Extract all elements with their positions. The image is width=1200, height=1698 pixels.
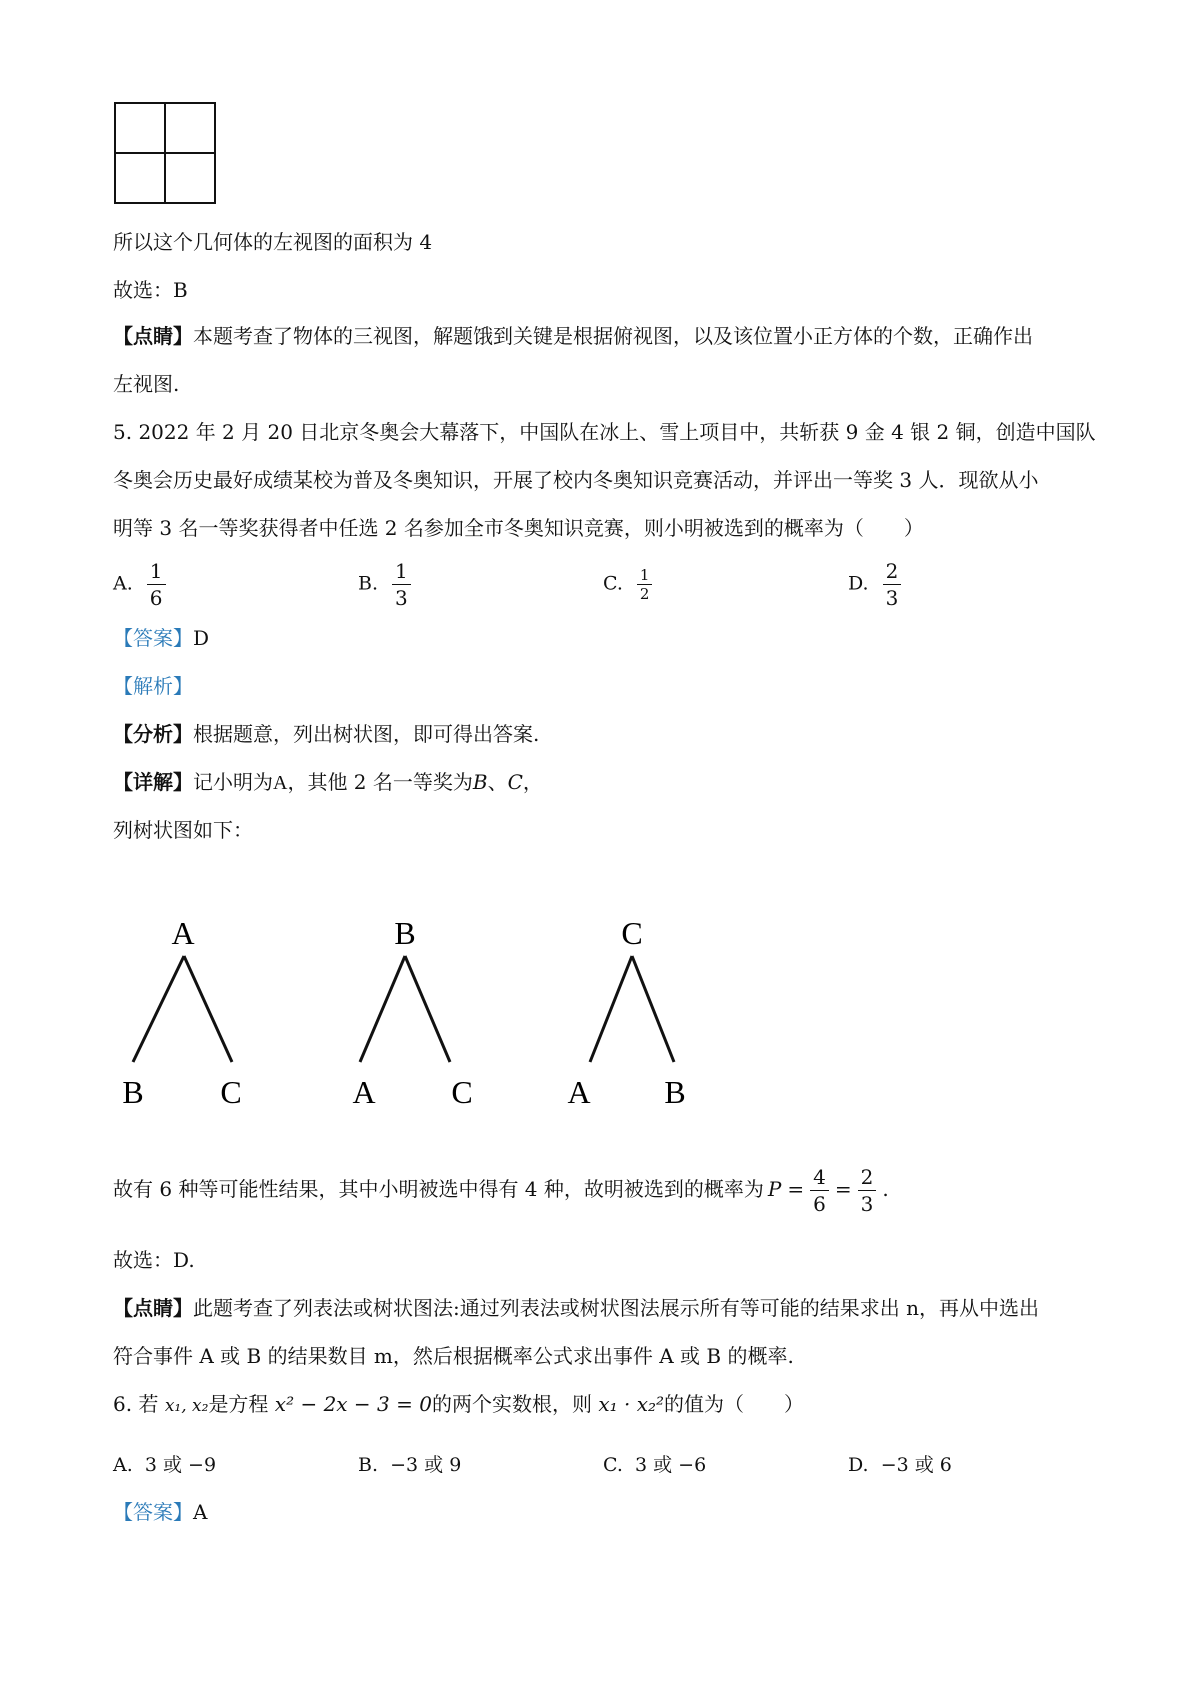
q6-answer <box>113 1498 207 1526</box>
q6-expr: x₁ · x₂² <box>598 1392 665 1416</box>
result-eq2: = <box>834 1177 852 1201</box>
tree-leaf-left: B <box>122 1074 144 1110</box>
fenxi-text: 根据题意，列出树状图，即可得出答案. <box>193 722 540 746</box>
tree-b <box>352 915 472 1110</box>
xiangjie-text-b: ，其他 2 名一等奖为 <box>287 770 473 794</box>
option-label: B. <box>358 572 379 595</box>
tree-root: A <box>171 915 195 951</box>
q5-result <box>113 1157 889 1221</box>
tree-branch-right <box>405 956 450 1062</box>
frac-den: 3 <box>860 1192 874 1216</box>
grid-caption: 所以这个几何体的左视图的面积为 4 <box>113 230 433 254</box>
q6-suffix: 的值为（ ） <box>664 1392 805 1416</box>
xiangjie-tag: 【详解】 <box>113 770 193 794</box>
q6-vars: x₁, x₂ <box>164 1396 209 1416</box>
q5-line1: 5. 2022 年 2 月 20 日北京冬奥会大幕落下，中国队在冰上、雪上项目中，共斩获 9 金 4 银 2 铜，创造中国队 <box>113 420 1096 444</box>
tree-root: C <box>621 915 643 951</box>
option-text: −3 或 6 <box>880 1454 952 1476</box>
answer-value: A <box>193 1500 208 1524</box>
result-text: 故有 6 种等可能性结果，其中小明被选中得有 4 种，故明被选到的概率为 <box>113 1177 764 1201</box>
xiangjie-sep: 、 <box>487 770 508 794</box>
frac-num: 2 <box>883 558 902 585</box>
tree-root: B <box>394 915 416 951</box>
result-end: . <box>882 1177 889 1201</box>
frac-den: 3 <box>885 586 899 610</box>
var-b: B <box>472 770 488 794</box>
q5-dianjing-line2: 符合事件 A 或 B 的结果数目 m，然后根据概率公式求出事件 A 或 B 的概率. <box>113 1344 794 1368</box>
xiangjie-text-a: 记小明为 <box>193 770 273 794</box>
tree-leaf-right: C <box>451 1074 473 1110</box>
q5-line3: 明等 3 名一等奖获得者中任选 2 名参加全市冬奥知识竞赛，则小明被选到的概率为（ ） <box>113 516 924 540</box>
var-a: A <box>273 772 288 794</box>
frac-num: 1 <box>637 566 653 585</box>
dianjing-tag: 【点睛】 <box>113 1296 193 1320</box>
option-label: C. <box>603 572 623 595</box>
q5-option-d <box>848 558 901 611</box>
dianjing-tag: 【点睛】 <box>113 324 193 348</box>
dianjing-text: 此题考查了列表法或树状图法:通过列表法或树状图法展示所有等可能的结果求出 n，再从中选出 <box>193 1296 1039 1320</box>
q5-fenxi <box>113 720 539 748</box>
q6-prefix: 6. 若 <box>113 1392 159 1416</box>
option-text: 3 或 −9 <box>144 1454 217 1476</box>
q5-line2: 冬奥会历史最好成绩某校为普及冬奥知识，开展了校内冬奥知识竞赛活动，并评出一等奖 3 人．现欲从小 <box>113 468 1039 492</box>
frac-num: 1 <box>147 558 166 585</box>
frac-num: 1 <box>392 558 411 585</box>
option-text: −3 或 9 <box>390 1454 462 1476</box>
q6-option-a <box>113 1450 216 1477</box>
tree-a <box>122 915 241 1110</box>
q5-answer <box>113 624 209 652</box>
answer-tag: 【答案】 <box>113 626 193 650</box>
q5-option-c <box>603 566 652 603</box>
q5-option-b <box>358 558 411 611</box>
q5-dianjing-line1 <box>113 1294 1039 1322</box>
q6-stem <box>113 1390 804 1420</box>
option-text: 3 或 −6 <box>635 1454 707 1476</box>
option-label: A. <box>113 572 133 595</box>
tree-branch-right <box>632 956 674 1062</box>
result-p: P <box>767 1177 782 1201</box>
frac-num: 2 <box>858 1164 877 1191</box>
frac-num: 4 <box>810 1164 829 1191</box>
fenxi-tag: 【分析】 <box>113 722 193 746</box>
q6-equation: x² − 2x − 3 = 0 <box>274 1392 432 1416</box>
tree-diagram <box>100 900 720 1115</box>
q6-option-d <box>848 1450 952 1477</box>
frac-den: 3 <box>395 586 408 610</box>
answer-tag: 【答案】 <box>113 1500 193 1524</box>
tree-branch-left <box>360 956 405 1062</box>
xiangjie-end: ， <box>522 770 543 794</box>
left-view-grid-figure <box>112 100 222 210</box>
frac-den: 6 <box>813 1192 826 1216</box>
q5-xiangjie <box>113 768 543 797</box>
q5-choice: 故选：D. <box>113 1248 195 1272</box>
tree-leaf-right: B <box>664 1074 686 1110</box>
option-label: B. <box>358 1454 379 1476</box>
prev-dianjing-line2: 左视图. <box>113 372 180 396</box>
tree-branch-left <box>590 956 632 1062</box>
tree-branch-right <box>184 956 232 1062</box>
tree-branch-left <box>133 956 184 1062</box>
answer-value: D <box>193 626 210 650</box>
tree-leaf-left: A <box>567 1074 591 1110</box>
tree-leaf-left: A <box>352 1074 376 1110</box>
q5-option-a <box>113 558 166 611</box>
tree-c <box>567 915 685 1110</box>
q5-analysis-tag: 【解析】 <box>113 674 193 698</box>
q6-option-c <box>603 1450 706 1477</box>
option-label: C. <box>603 1454 623 1476</box>
q6-mid1: 是方程 <box>208 1392 269 1416</box>
result-eq: = <box>787 1177 805 1201</box>
option-label: D. <box>848 572 869 595</box>
tree-leaf-right: C <box>220 1074 242 1110</box>
option-label: A. <box>113 1454 133 1476</box>
prev-dianjing-line1 <box>113 322 1033 350</box>
prev-choice: 故选：B <box>113 278 188 302</box>
tree-intro: 列树状图如下： <box>113 818 253 842</box>
dianjing-text: 本题考查了物体的三视图，解题饿到关键是根据俯视图，以及该位置小正方体的个数，正确作出 <box>193 324 1033 348</box>
q6-option-b <box>358 1450 461 1477</box>
var-c: C <box>507 770 523 794</box>
frac-den: 2 <box>639 585 650 603</box>
q6-mid2: 的两个实数根，则 <box>431 1392 592 1416</box>
option-label: D. <box>848 1454 869 1476</box>
frac-den: 6 <box>149 586 163 610</box>
